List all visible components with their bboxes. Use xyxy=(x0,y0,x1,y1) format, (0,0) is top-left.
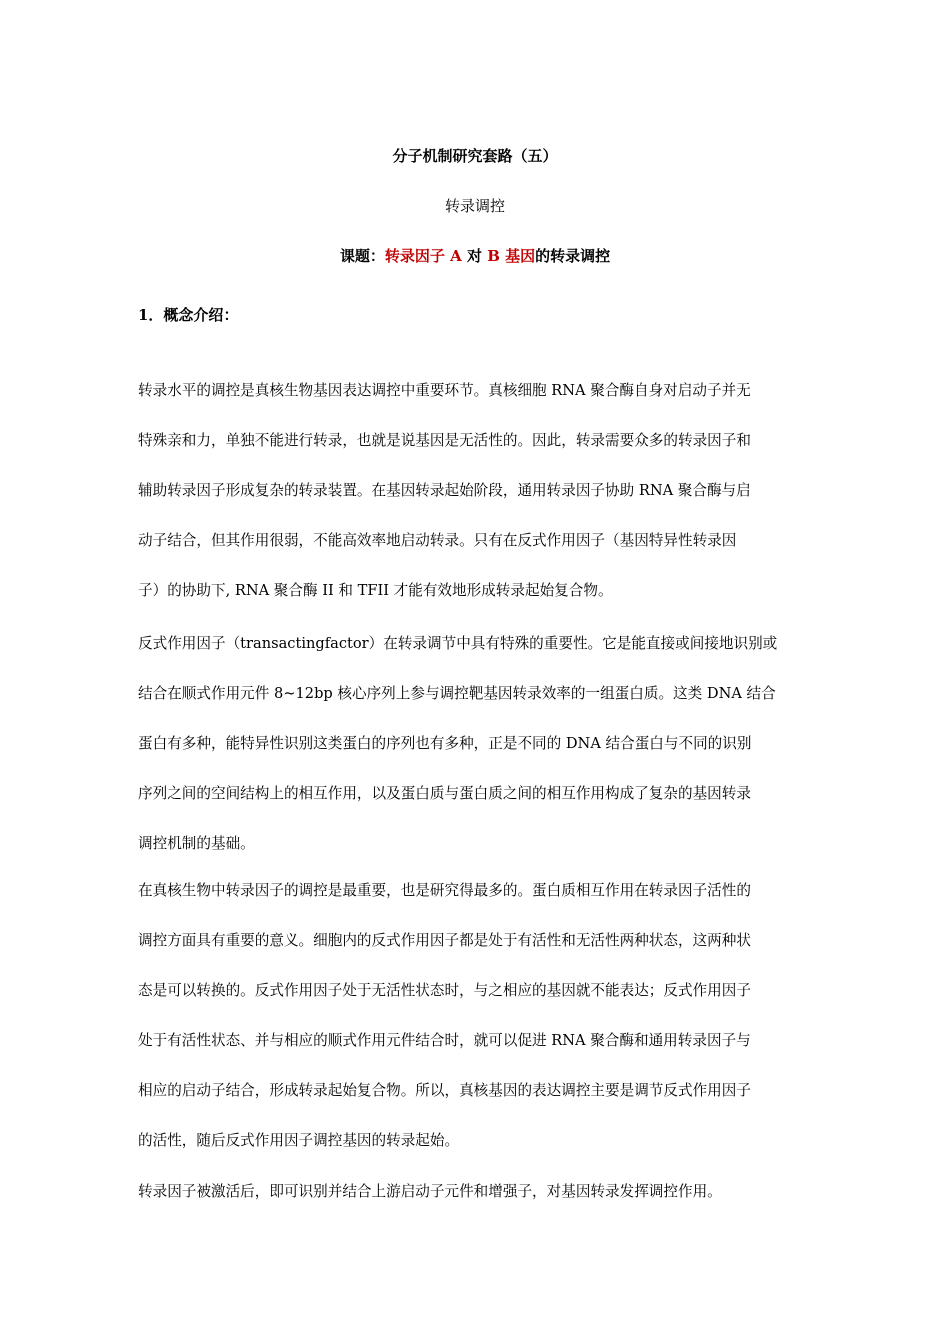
paragraph-line: 相应的启动子结合，形成转录起始复合物。所以，真核基因的表达调控主要是调节反式作用因子 xyxy=(138,1082,751,1099)
paragraph xyxy=(138,619,810,869)
topic-connector: 对 xyxy=(461,247,488,265)
paragraph-line: 反式作用因子（transactingfactor）在转录调节中具有特殊的重要性。它是能直接或间接地识别或 xyxy=(138,635,778,652)
section-heading: 1．概念介绍： xyxy=(138,306,239,324)
paragraph-line: 态是可以转换的。反式作用因子处于无活性状态时，与之相应的基因就不能表达；反式作用因子 xyxy=(138,982,751,999)
paragraph-line: 结合在顺式作用元件 8~12bp 核心序列上参与调控靶基因转录效率的一组蛋白质。这类 DNA 结合 xyxy=(138,685,776,702)
paragraph-line: 动子结合，但其作用很弱，不能高效率地启动转录。只有在反式作用因子（基因特异性转录因 xyxy=(138,532,737,549)
topic-gene: B 基因 xyxy=(487,247,536,265)
paragraph-line: 子）的协助下, RNA 聚合酶 II 和 TFII 才能有效地形成转录起始复合物。 xyxy=(138,582,613,599)
paragraph-line: 的活性，随后反式作用因子调控基因的转录起始。 xyxy=(138,1132,460,1149)
topic-line xyxy=(0,246,950,266)
paragraph-line: 调控机制的基础。 xyxy=(138,835,255,852)
paragraph-line: 在真核生物中转录因子的调控是最重要，也是研究得最多的。蛋白质相互作用在转录因子活性的 xyxy=(138,882,751,899)
paragraph-line: 蛋白有多种，能特异性识别这类蛋白的序列也有多种，正是不同的 DNA 结合蛋白与不同的识别 xyxy=(138,735,752,752)
topic-suffix: 的转录调控 xyxy=(535,247,611,265)
paragraph-line: 序列之间的空间结构上的相互作用，以及蛋白质与蛋白质之间的相互作用构成了复杂的基因转录 xyxy=(138,785,751,802)
paragraph-line: 处于有活性状态、并与相应的顺式作用元件结合时，就可以促进 RNA 聚合酶和通用转录因子与 xyxy=(138,1032,751,1049)
paragraph-line: 调控方面具有重要的意义。细胞内的反式作用因子都是处于有活性和无活性两种状态，这两种状 xyxy=(138,932,751,949)
paragraph-line: 转录因子被激活后，即可识别并结合上游启动子元件和增强子，对基因转录发挥调控作用。 xyxy=(138,1183,722,1200)
topic-factor: 转录因子 A xyxy=(384,247,462,265)
paragraph xyxy=(138,866,810,1166)
document-title: 分子机制研究套路（五） xyxy=(392,147,558,165)
paragraph xyxy=(138,1167,810,1217)
document-subtitle: 转录调控 xyxy=(444,197,505,215)
paragraph-line: 辅助转录因子形成复杂的转录装置。在基因转录起始阶段，通用转录因子协助 RNA 聚合酶与启 xyxy=(138,482,751,499)
topic-prefix: 课题： xyxy=(339,247,385,265)
paragraph xyxy=(138,366,810,616)
paragraph-line: 特殊亲和力，单独不能进行转录，也就是说基因是无活性的。因此，转录需要众多的转录因子和 xyxy=(138,432,751,449)
paragraph-line: 转录水平的调控是真核生物基因表达调控中重要环节。真核细胞 RNA 聚合酶自身对启动子并无 xyxy=(138,382,751,399)
